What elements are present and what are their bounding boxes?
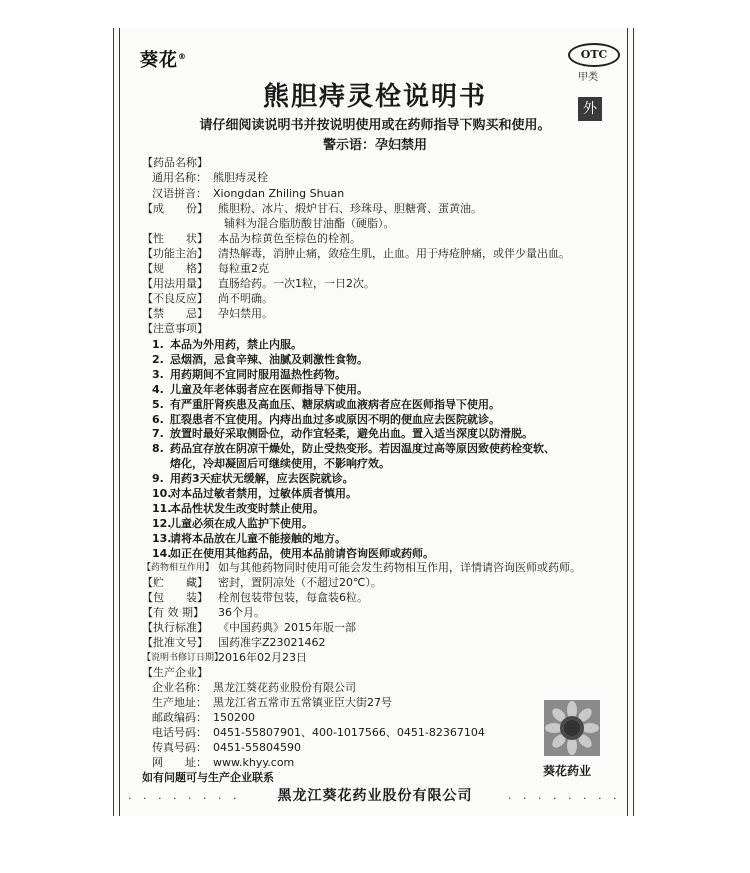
note-item <box>152 457 390 471</box>
contraindication-row: 【禁 忌】 孕妇禁用。 <box>142 307 273 320</box>
subtitle: 请仔细阅读说明书并按说明使用或在药师指导下购买和使用。 <box>199 118 551 133</box>
page-title: 熊胆痔灵栓说明书 <box>262 82 487 112</box>
note-text: 用药3天症状无缓解，应去医院就诊。 <box>170 472 354 486</box>
note-item <box>152 547 434 561</box>
revision-row: 【说明书修订日期】2016年02月23日 <box>142 651 307 664</box>
note-number: 8. <box>152 442 164 456</box>
ingredients-row: 【成 份】 熊胆粉、冰片、煅炉甘石、珍珠母、胆糖膏、蛋黄油。 <box>142 202 482 215</box>
note-number: 11. <box>152 501 172 515</box>
note-item <box>152 532 346 546</box>
approval-row: 【批准文号】 国药准字Z23021462 <box>142 636 326 649</box>
address-row: 生产地址： 黑龙江省五常市五常镇亚臣大街27号 <box>152 696 392 709</box>
note-item <box>152 517 313 531</box>
website-row: 网 址： www.khyy.com <box>152 756 295 769</box>
note-item <box>152 442 555 456</box>
pinyin-row: 汉语拼音： Xiongdan Zhiling Shuan <box>152 187 345 200</box>
note-number: 7. <box>152 427 164 441</box>
external-use-mark: 外 <box>578 97 602 121</box>
character-row: 【性 状】 本品为棕黄色至棕色的栓剂。 <box>142 232 361 245</box>
excipient-row: 辅料为混合脂肪酸甘油酯（硬脂）。 <box>224 217 395 230</box>
note-text: 如正在使用其他药品，使用本品前请咨询医师或药师。 <box>170 546 434 560</box>
note-number: 10. <box>152 487 172 500</box>
note-text: 药品宜存放在阴凉干燥处，防止受热变形。若因温度过高等原因致使药栓变软、 <box>170 442 555 456</box>
brand-logo-bottom: 葵花药业 <box>543 764 592 778</box>
note-item <box>152 502 324 516</box>
note-item <box>152 427 533 441</box>
adverse-row: 【不良反应】 尚不明确。 <box>142 292 273 305</box>
note-text: 本品性状发生改变时禁止使用。 <box>170 501 324 515</box>
note-number: 3. <box>152 367 164 381</box>
note-number: 14. <box>152 546 172 560</box>
note-number: 6. <box>152 412 164 426</box>
note-text: 有严重肝肾疾患及高血压、糖尿病或血液病者应在医师指导下使用。 <box>170 397 500 411</box>
section-header-drug-name: 【药品名称】 <box>142 156 208 169</box>
note-number: 2. <box>152 352 164 366</box>
note-number: 5. <box>152 397 164 411</box>
note-number: 1. <box>152 338 164 351</box>
generic-name-row: 通用名称： 熊胆痔灵栓 <box>152 171 268 184</box>
indication-row: 【功能主治】 清热解毒，消肿止痛，敛疮生肌，止血。用于痔疮肿痛，或伴少量出血。 <box>142 247 570 260</box>
warning-text: 警示语：孕妇禁用 <box>322 138 427 153</box>
note-item <box>152 413 500 427</box>
company-name-row: 企业名称： 黑龙江葵花药业股份有限公司 <box>152 681 356 694</box>
note-number: 4. <box>152 382 164 396</box>
note-number: 12. <box>152 516 172 530</box>
note-text: 忌烟酒，忌食辛辣、油腻及刺激性食物。 <box>170 352 368 366</box>
otc-badge: OTC <box>568 43 620 67</box>
interaction-row: 【药物相互作用】 如与其他药物同时使用可能会发生药物相互作用，详情请咨询医师或药师。 <box>142 561 581 574</box>
postcode-row: 邮政编码： 150200 <box>152 711 255 724</box>
otc-class-label: 甲类 <box>578 72 598 83</box>
validity-row: 【有 效 期】 36个月。 <box>142 606 265 619</box>
note-item <box>152 353 368 367</box>
note-item <box>152 338 302 352</box>
contact-note: 如有问题可与生产企业联系 <box>142 771 274 784</box>
note-text: 请将本品放在儿童不能接触的地方。 <box>170 531 346 545</box>
note-item <box>152 472 354 486</box>
sunflower-logo-image <box>544 700 600 756</box>
package-row: 【包 装】 栓剂包装带包装，每盒装6粒。 <box>142 591 368 604</box>
spec-row: 【规 格】 每粒重2克 <box>142 262 269 275</box>
footer-company-name: 黑龙江葵花药业股份有限公司 <box>277 788 473 804</box>
note-item <box>152 487 357 501</box>
note-item <box>152 398 500 412</box>
note-text: 熔化，冷却凝固后可继续使用，不影响疗效。 <box>170 457 390 471</box>
note-text: 儿童及年老体弱者应在医师指导下使用。 <box>170 382 368 396</box>
section-header-company: 【生产企业】 <box>142 666 208 679</box>
footer-dots-right: · · · · · · · · <box>508 792 621 805</box>
note-text: 儿童必须在成人监护下使用。 <box>170 516 313 530</box>
note-text: 放置时最好采取侧卧位，动作宜轻柔，避免出血。置入适当深度以防滑脱。 <box>170 427 533 441</box>
footer-dots-left: · · · · · · · · <box>128 792 241 805</box>
note-text: 对本品过敏者禁用，过敏体质者慎用。 <box>170 487 357 500</box>
note-item <box>152 368 346 382</box>
fax-row: 传真号码： 0451-55804590 <box>152 741 301 754</box>
note-number: 9. <box>152 472 164 486</box>
note-number: 13. <box>152 531 172 545</box>
phone-row: 电话号码： 0451-55807901、400-1017566、0451-82367104 <box>152 726 485 739</box>
note-item <box>152 383 368 397</box>
note-text: 肛裂患者不宜使用。内痔出血过多或原因不明的便血应去医院就诊。 <box>170 412 500 426</box>
note-text: 本品为外用药，禁止内服。 <box>170 338 302 351</box>
note-text: 用药期间不宜同时服用温热性药物。 <box>170 367 346 381</box>
standard-row: 【执行标准】 《中国药典》2015年版一部 <box>142 621 356 634</box>
usage-row: 【用法用量】 直肠给药。一次1粒，一日2次。 <box>142 277 375 290</box>
brand-logo: 葵花® <box>140 50 187 71</box>
storage-row: 【贮 藏】 密封，置阴凉处（不超过20℃）。 <box>142 576 382 589</box>
section-header-notes: 【注意事项】 <box>142 322 208 335</box>
